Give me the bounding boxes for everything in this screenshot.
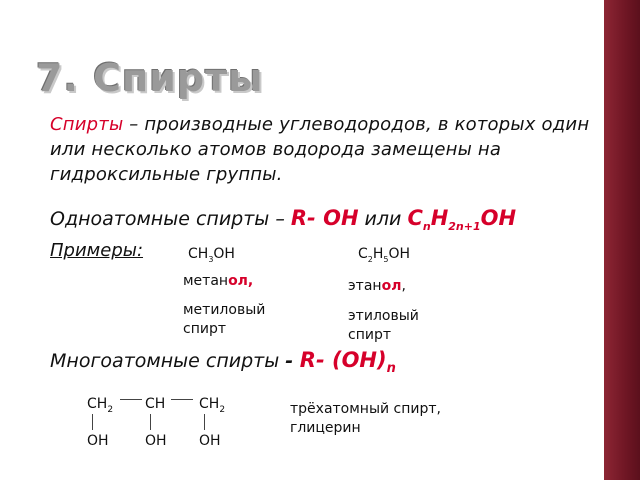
ethanol-formula-sub1: 2 [367,254,373,264]
methanol-formula-sub: 3 [208,254,214,264]
monoatomic-label: Одноатомные спирты – [50,208,291,230]
bond-c3-oh [204,414,205,430]
formula-sub-n: n [422,220,431,234]
bond-c2-c3 [171,399,193,400]
glycerol-oh-3: OH [199,433,221,449]
glycerol-carbon-2 [145,396,165,415]
methanol-name-suffix: ол, [228,273,254,289]
ethanol-formula [358,246,410,264]
methanol-name [183,272,253,291]
polyatomic-dash: - [285,350,300,372]
polyatomic-line [50,348,396,376]
ethanol-formula-oh: OH [388,246,411,262]
ethanol-formula-c: C [358,246,368,262]
methanol-name-root: метан [183,273,229,289]
glycerol-c2-ch: CH [145,396,166,412]
examples-label: Примеры: [50,240,144,261]
glycerol-c3-ch: CH [199,396,220,412]
glycerol-oh-1: OH [87,433,109,449]
ethanol-name-suffix: ол [381,278,402,294]
formula-c: C [407,206,423,230]
glycerol-c1-ch: CH [87,396,108,412]
glycerol-c1-sub: 2 [107,404,114,415]
glycerol-carbon-1 [87,396,113,415]
ethanol-name-comma: , [401,278,406,294]
methanol-formula-oh: OH [213,246,235,262]
glycerol-carbon-3 [199,396,225,415]
ethanol-name [348,277,406,296]
definition-term: Спирты [50,114,124,135]
polyatomic-formula-main: R- (OH) [299,348,387,372]
formula-h: H [430,206,449,230]
polyatomic-formula [299,348,396,377]
slide-title: 7. Спирты [36,56,264,100]
glycerol-c3-sub: 2 [219,404,226,415]
bond-c1-oh [92,414,93,430]
methanol-formula [188,246,235,264]
general-formula [407,206,517,234]
bond-c1-c2 [120,399,142,400]
methanol-formula-ch: CH [188,246,209,262]
monoatomic-formula-r-oh: R- OH [290,206,359,230]
ethanol-formula-h: H [372,246,384,262]
or-word: или [358,208,408,230]
methanol-trivial-name: метиловый спирт [183,302,266,337]
definition-text: – производные углеводородов, в которых один или несколько атомов водорода замещены на гидроксильные группы. [50,114,590,185]
monoatomic-line [50,206,516,233]
ethanol-name-root: этан [348,278,382,294]
glycerol-oh-2: OH [145,433,167,449]
ethanol-trivial-name: этиловый спирт [348,308,419,343]
formula-oh: OH [480,206,517,230]
formula-sub-2n1: 2n+1 [448,220,481,234]
definition-paragraph [50,112,595,187]
bond-c2-oh [150,414,151,430]
polyatomic-label: Многоатомные спирты [50,350,286,372]
polyatomic-formula-sub: n [386,361,396,377]
glycerol-name: трёхатомный спирт, глицерин [290,401,441,436]
ethanol-formula-sub2: 5 [383,254,389,264]
decorative-side-bar [604,0,640,480]
